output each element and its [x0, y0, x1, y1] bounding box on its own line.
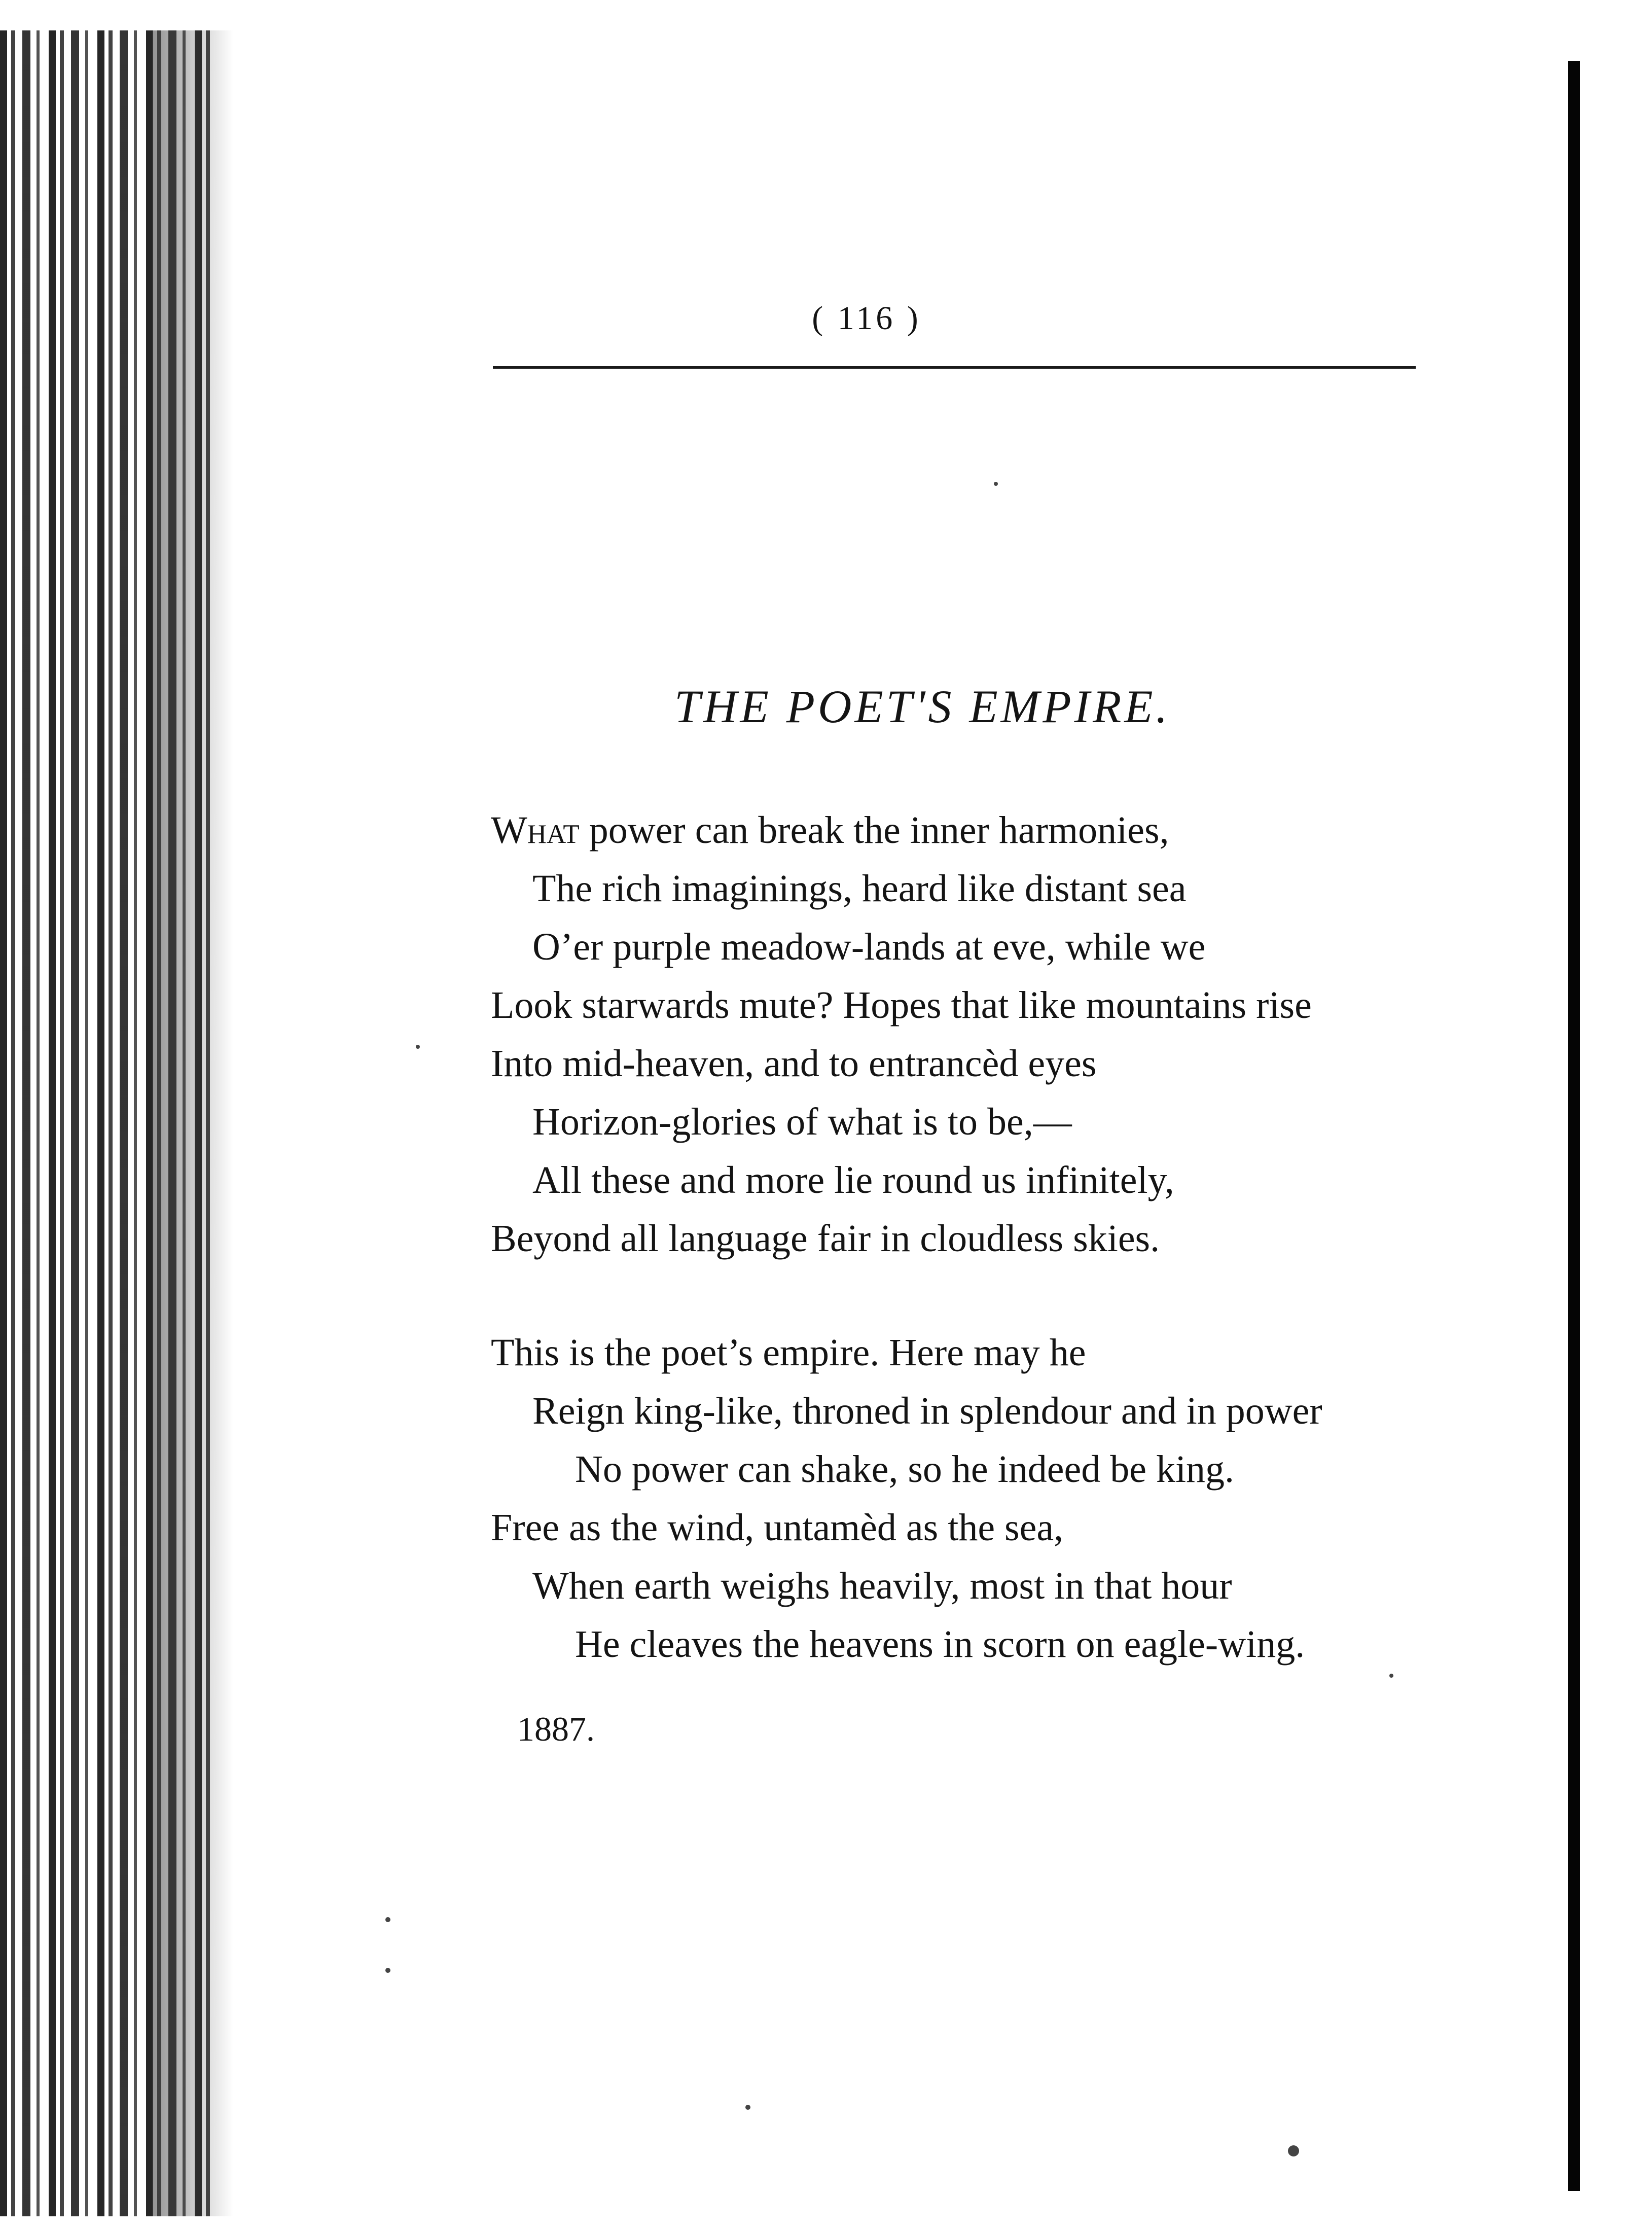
binding-shadow	[152, 30, 233, 2216]
scan-speck	[385, 1968, 390, 1973]
poem-title: THE POET'S EMPIRE.	[674, 681, 1171, 732]
scan-speck	[745, 2105, 750, 2110]
poem-line: Into mid-heaven, and to entrancèd eyes	[491, 1042, 1097, 1085]
scan-speck	[994, 482, 998, 486]
scan-speck	[1389, 1674, 1393, 1678]
stanza-2	[491, 1324, 1322, 1674]
scan-speck	[1288, 2145, 1299, 2156]
stanza-1	[491, 801, 1312, 1268]
poem-line: Reign king-like, throned in splendour and in power	[532, 1390, 1322, 1432]
scan-speck	[416, 1045, 420, 1049]
scan-speck	[385, 1917, 390, 1922]
poem-line: Free as the wind, untamèd as the sea,	[491, 1506, 1064, 1549]
poem-line: He cleaves the heavens in scorn on eagle-wing.	[575, 1623, 1305, 1666]
poem-line: Horizon-glories of what is to be,—	[532, 1101, 1072, 1143]
lead-word: What	[491, 809, 580, 852]
page-number: ( 116 )	[812, 300, 921, 337]
poem-line: All these and more lie round us infinitely,	[532, 1159, 1174, 1201]
poem-line: No power can shake, so he indeed be king.	[575, 1448, 1235, 1491]
poem-line	[491, 801, 1312, 860]
poem-line: Beyond all language fair in cloudless skies.	[491, 1217, 1160, 1260]
poem-line: The rich imaginings, heard like distant sea	[532, 867, 1187, 910]
poem-date: 1887.	[517, 1710, 595, 1748]
poem-line: When earth weighs heavily, most in that hour	[532, 1565, 1232, 1607]
line-text: power can break the inner harmonies,	[579, 809, 1169, 852]
poem-line: Look starwards mute? Hopes that like mountains rise	[491, 984, 1312, 1027]
poem-line: O’er purple meadow-lands at eve, while we	[532, 926, 1206, 968]
poem-line: This is the poet’s empire. Here may he	[491, 1331, 1086, 1374]
page-edge-bar	[1568, 61, 1580, 2191]
header-rule	[493, 366, 1416, 369]
